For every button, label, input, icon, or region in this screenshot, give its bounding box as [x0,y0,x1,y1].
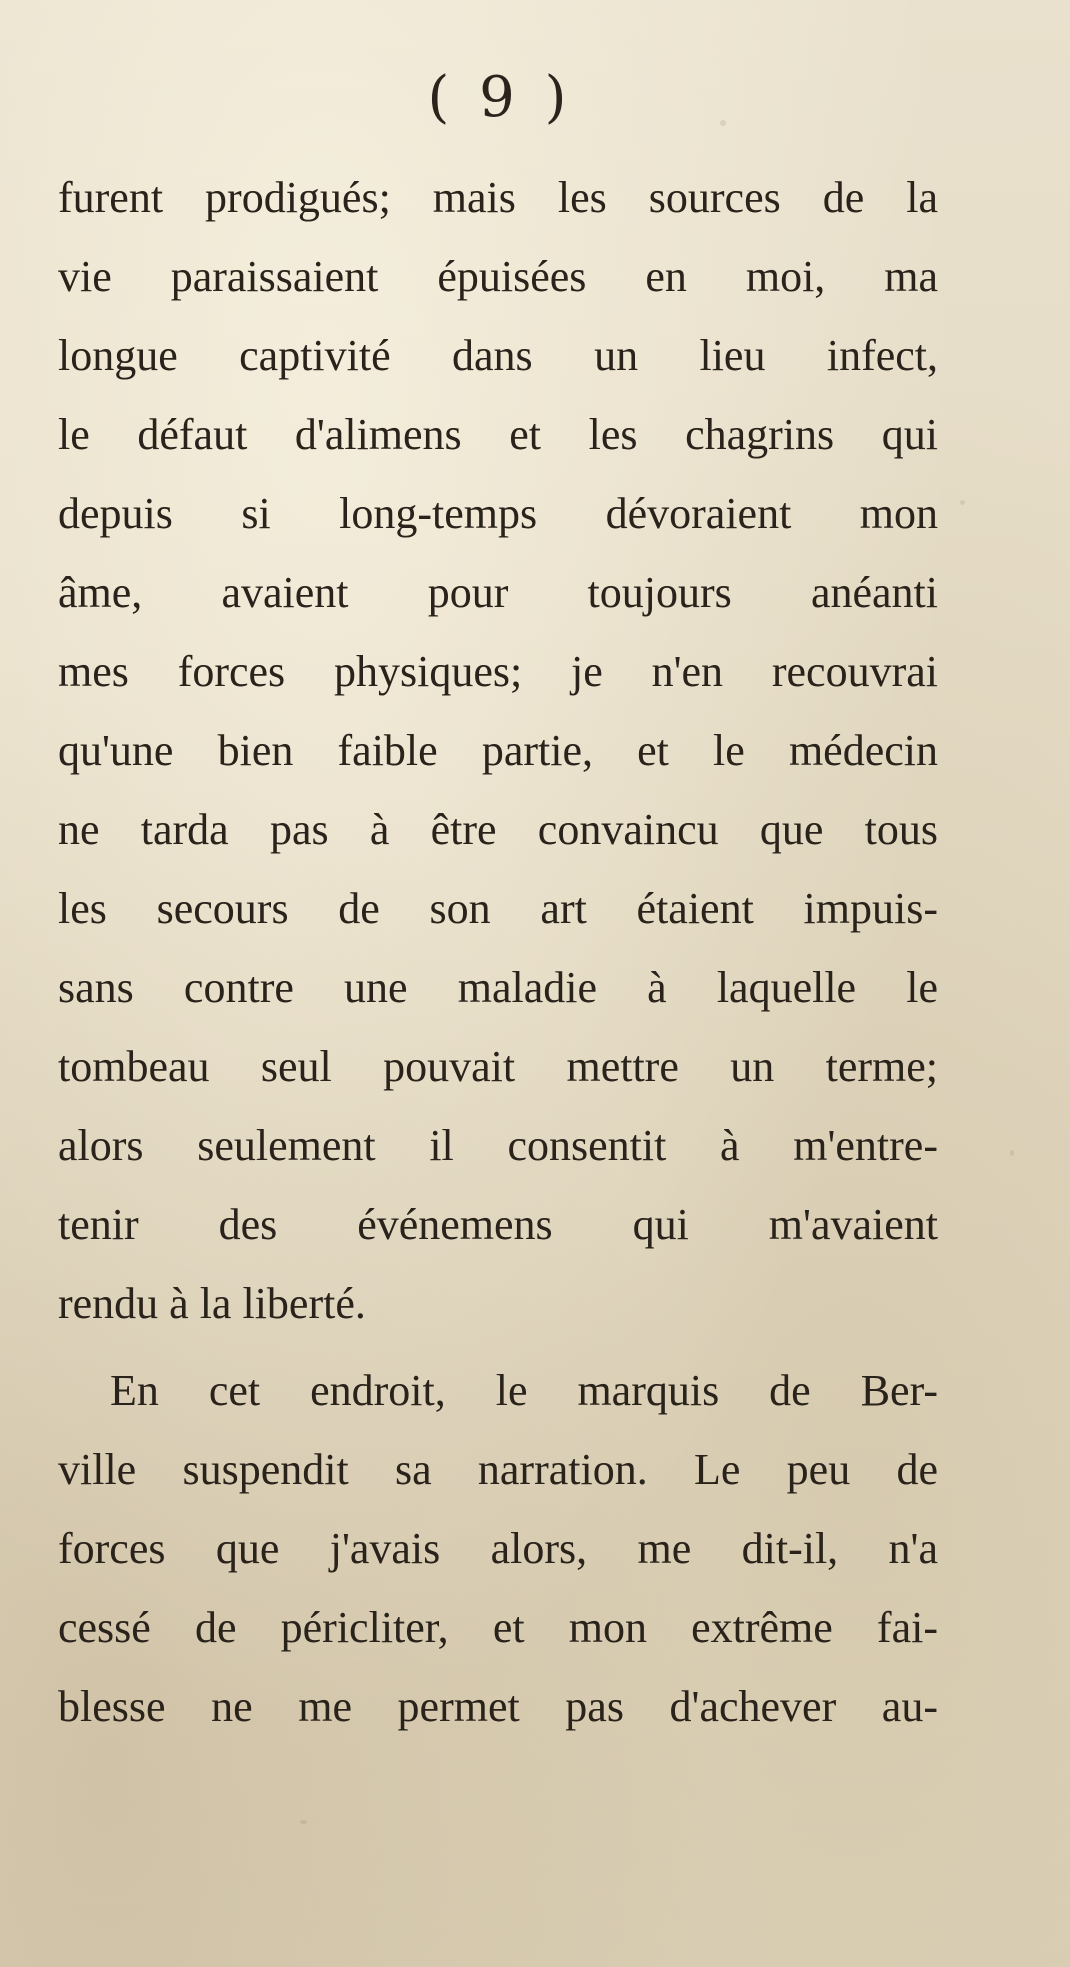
paper-stain [960,500,965,505]
paragraph [58,1351,938,1746]
text-line: qu'une bien faible partie, et le médecin [58,726,938,775]
paper-stain [1010,1150,1014,1156]
text-line: mes forces physiques; je n'en recouvrai [58,647,938,696]
text-line: tombeau seul pouvait mettre un terme; [58,1042,938,1091]
text-line: depuis si long-temps dévoraient mon [58,489,938,538]
paper-stain [300,1820,307,1824]
text-line: longue captivité dans un lieu infect, [58,331,938,380]
text-line: âme, avaient pour toujours anéanti [58,568,938,617]
paragraph [58,158,938,1343]
text-line: vie paraissaient épuisées en moi, ma [58,252,938,301]
text-line: ville suspendit sa narration. Le peu de [58,1445,938,1494]
text-line: les secours de son art étaient impuis- [58,884,938,933]
text-line: le défaut d'alimens et les chagrins qui [58,410,938,459]
page-number: ( 9 ) [427,65,573,130]
paragraph-gap [58,1343,938,1351]
text-line: alors seulement il consentit à m'entre- [58,1121,938,1170]
text-line: tenir des événemens qui m'avaient [58,1200,938,1249]
text-line: blesse ne me permet pas d'achever au- [58,1682,938,1731]
text-line: rendu à la liberté. [58,1279,366,1328]
text-line: furent prodigués; mais les sources de la [58,173,938,222]
text-line: ne tarda pas à être convaincu que tous [58,805,938,854]
text-line: sans contre une maladie à laquelle le [58,963,938,1012]
text-line: cessé de péricliter, et mon extrême fai- [58,1603,938,1652]
text-line: forces que j'avais alors, me dit-il, n'a [58,1524,938,1573]
body-text [58,158,938,1746]
text-line: En cet endroit, le marquis de Ber- [110,1366,938,1415]
